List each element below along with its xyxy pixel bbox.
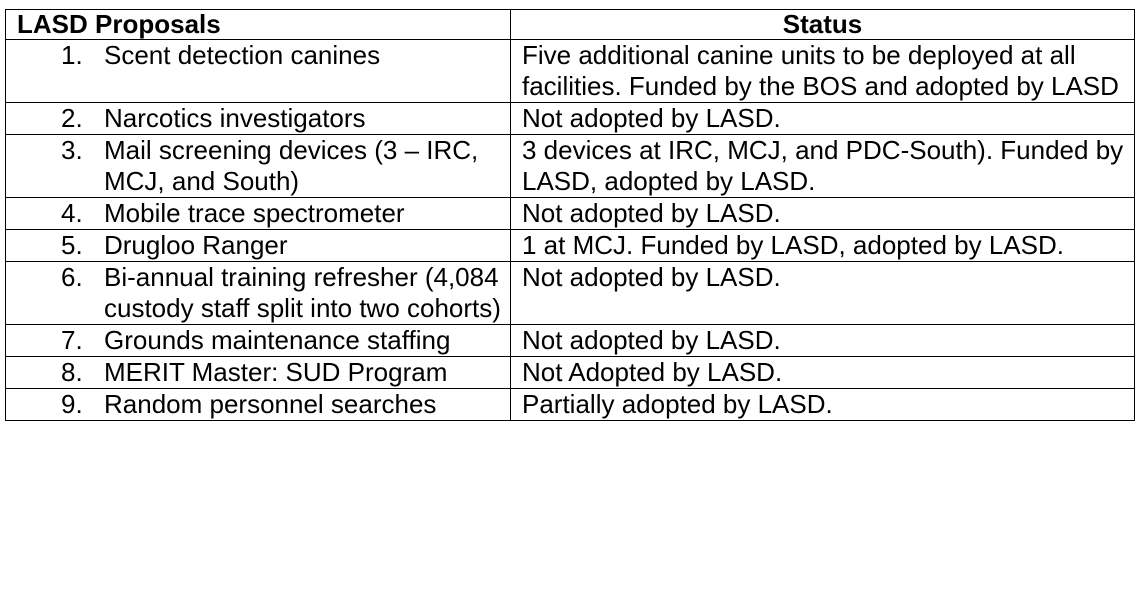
proposal-cell: [6, 357, 511, 389]
proposal-text: Mobile trace spectrometer: [104, 198, 405, 228]
status-cell: Not adopted by LASD.: [511, 262, 1135, 325]
proposal-number: 8.: [61, 357, 83, 387]
proposal-text: Bi-annual training refresher (4,084 custody staff split into two cohorts): [104, 262, 501, 323]
proposal-number: 9.: [61, 389, 83, 419]
proposal-cell: [6, 40, 511, 103]
status-cell: 3 devices at IRC, MCJ, and PDC-South). Funded by LASD, adopted by LASD.: [511, 135, 1135, 198]
proposal-number: 4.: [61, 198, 83, 228]
proposal-cell: [6, 325, 511, 357]
header-status: Status: [511, 10, 1135, 40]
table-row: [6, 230, 1135, 262]
proposal-number: 3.: [61, 135, 83, 165]
table-row: [6, 135, 1135, 198]
proposal-number: 5.: [61, 230, 83, 260]
proposal-cell: [6, 135, 511, 198]
status-cell: Not adopted by LASD.: [511, 325, 1135, 357]
proposal-cell: [6, 230, 511, 262]
proposal-number: 6.: [61, 262, 83, 292]
proposal-text: Random personnel searches: [104, 389, 437, 419]
header-proposals: LASD Proposals: [6, 10, 511, 40]
table-body: [6, 40, 1135, 421]
proposal-cell: [6, 262, 511, 325]
proposal-text: Grounds maintenance staffing: [104, 325, 451, 355]
table-row: [6, 103, 1135, 135]
status-cell: Not Adopted by LASD.: [511, 357, 1135, 389]
table-row: [6, 198, 1135, 230]
status-cell: Not adopted by LASD.: [511, 198, 1135, 230]
proposal-number: 2.: [61, 103, 83, 133]
proposal-number: 1.: [61, 40, 83, 70]
proposal-text: MERIT Master: SUD Program: [104, 357, 448, 387]
table-row: [6, 357, 1135, 389]
status-cell: Not adopted by LASD.: [511, 103, 1135, 135]
table-row: [6, 389, 1135, 421]
table-row: [6, 40, 1135, 103]
proposal-number: 7.: [61, 325, 83, 355]
proposal-text: Mail screening devices (3 – IRC, MCJ, and South): [104, 135, 479, 196]
status-cell: Partially adopted by LASD.: [511, 389, 1135, 421]
proposal-text: Scent detection canines: [104, 40, 381, 70]
status-cell: 1 at MCJ. Funded by LASD, adopted by LASD.: [511, 230, 1135, 262]
proposal-text: Drugloo Ranger: [104, 230, 288, 260]
proposal-cell: [6, 389, 511, 421]
status-cell: Five additional canine units to be deployed at all facilities. Funded by the BOS and adopted by LASD: [511, 40, 1135, 103]
table-row: [6, 325, 1135, 357]
table-header-row: [6, 10, 1135, 40]
proposal-text: Narcotics investigators: [104, 103, 366, 133]
proposal-cell: [6, 103, 511, 135]
proposals-table: [5, 9, 1135, 421]
proposal-cell: [6, 198, 511, 230]
table-row: [6, 262, 1135, 325]
